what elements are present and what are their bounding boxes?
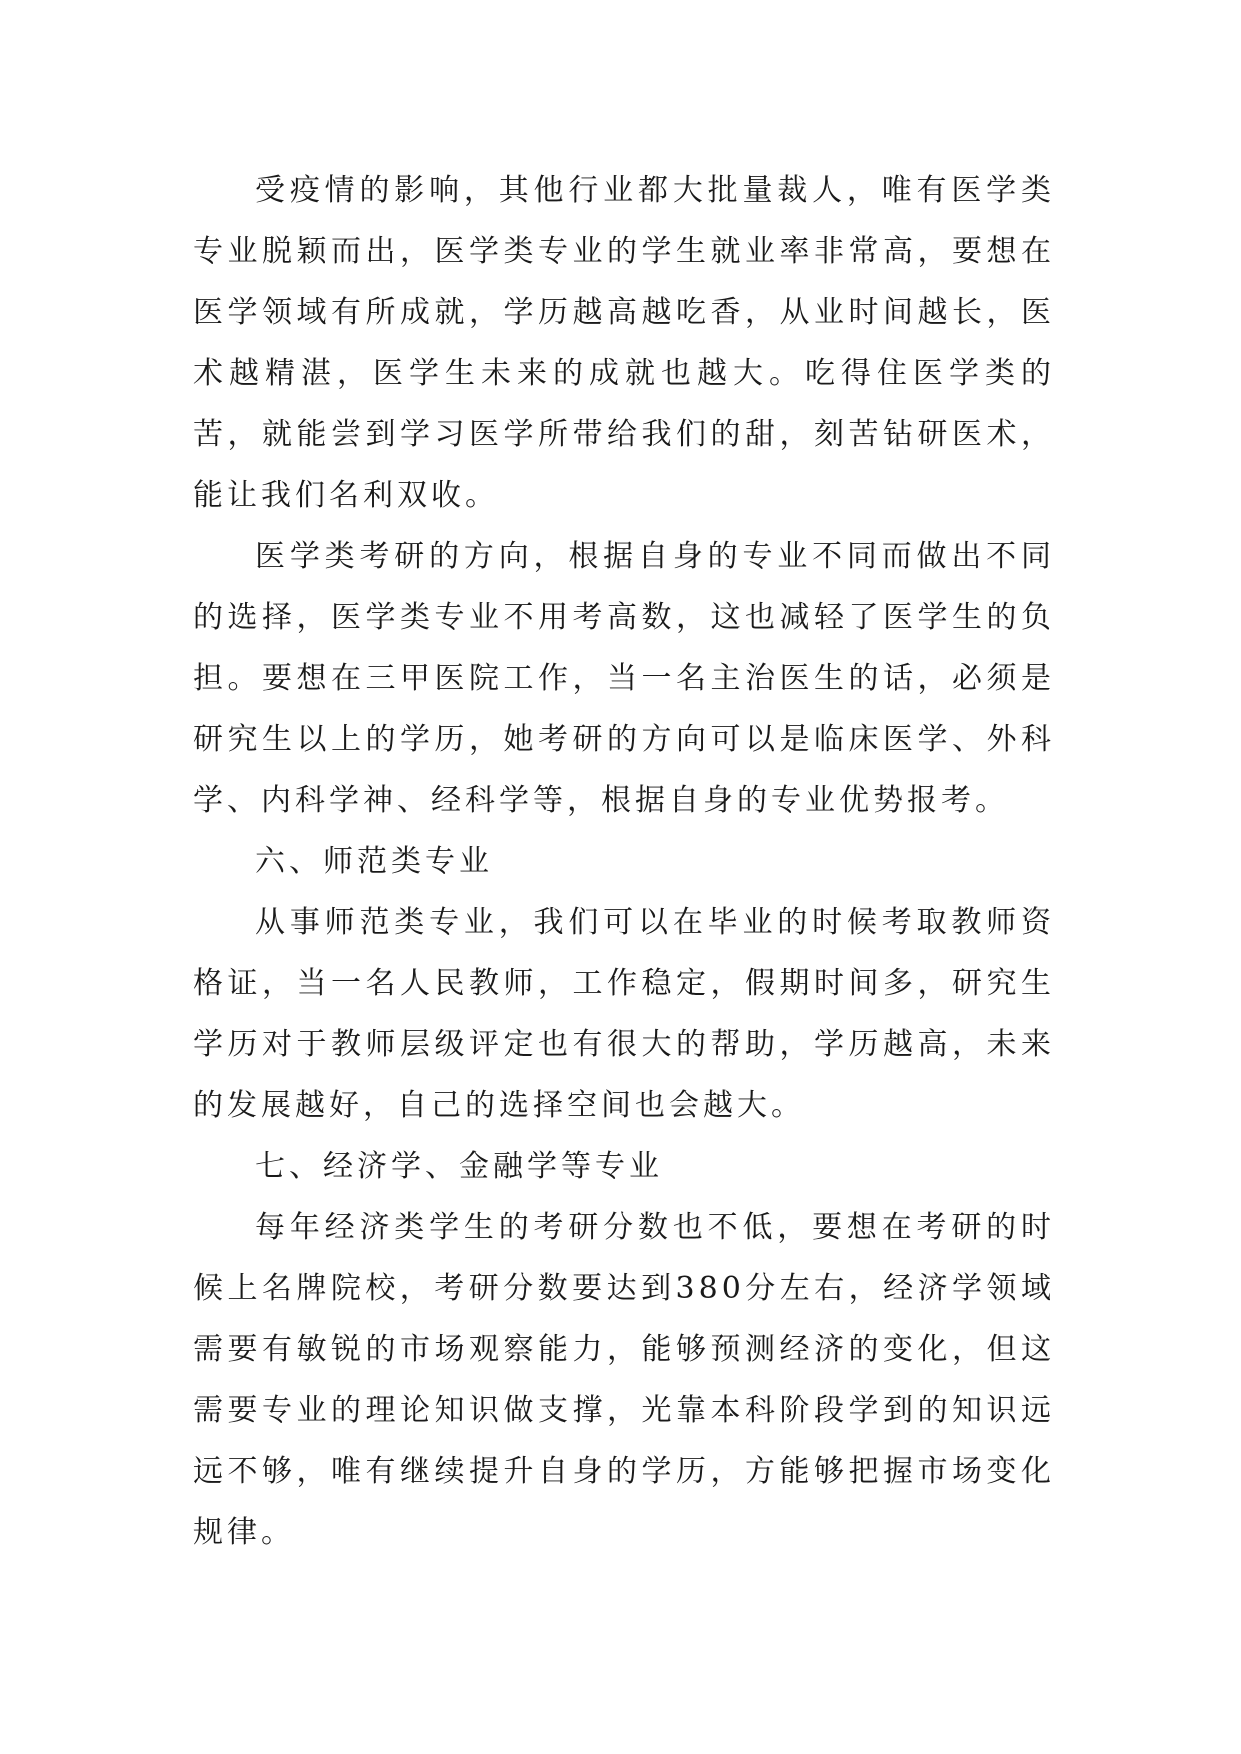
paragraph-medical-employment: 受疫情的影响，其他行业都大批量裁人，唯有医学类专业脱颖而出，医学类专业的学生就业率非常高，要想在医学领域有所成就，学历越高越吃香，从业时间越长，医术越精湛，医学生未来的成就也越大。吃得住医学类的苦，就能尝到学习医学所带给我们的甜，刻苦钻研医术，能让我们名利双收。 <box>193 173 1055 513</box>
paragraph-economics-finance: 每年经济类学生的考研分数也不低，要想在考研的时候上名牌院校，考研分数要达到380分左右，经济学领域需要有敏锐的市场观察能力，能够预测经济的变化，但这需要专业的理论知识做支撑，光靠本科阶段学到的知识远远不够，唯有继续提升自身的学历，方能够把握市场变化规律。 <box>193 1210 1055 1550</box>
document-body <box>193 160 1055 1563</box>
paragraph-medical-postgraduate: 医学类考研的方向，根据自身的专业不同而做出不同的选择，医学类专业不用考高数，这也减轻了医学生的负担。要想在三甲医院工作，当一名主治医生的话，必须是研究生以上的学历，她考研的方向可以是临床医学、外科学、内科学神、经科学等，根据自身的专业优势报考。 <box>193 539 1055 818</box>
section-heading-economics-finance: 七、经济学、金融学等专业 <box>255 1149 663 1184</box>
section-heading-normal-education: 六、师范类专业 <box>255 844 493 879</box>
paragraph-normal-education: 从事师范类专业，我们可以在毕业的时候考取教师资格证，当一名人民教师，工作稳定，假期时间多，研究生学历对于教师层级评定也有很大的帮助，学历越高，未来的发展越好，自己的选择空间也会越大。 <box>193 905 1055 1123</box>
